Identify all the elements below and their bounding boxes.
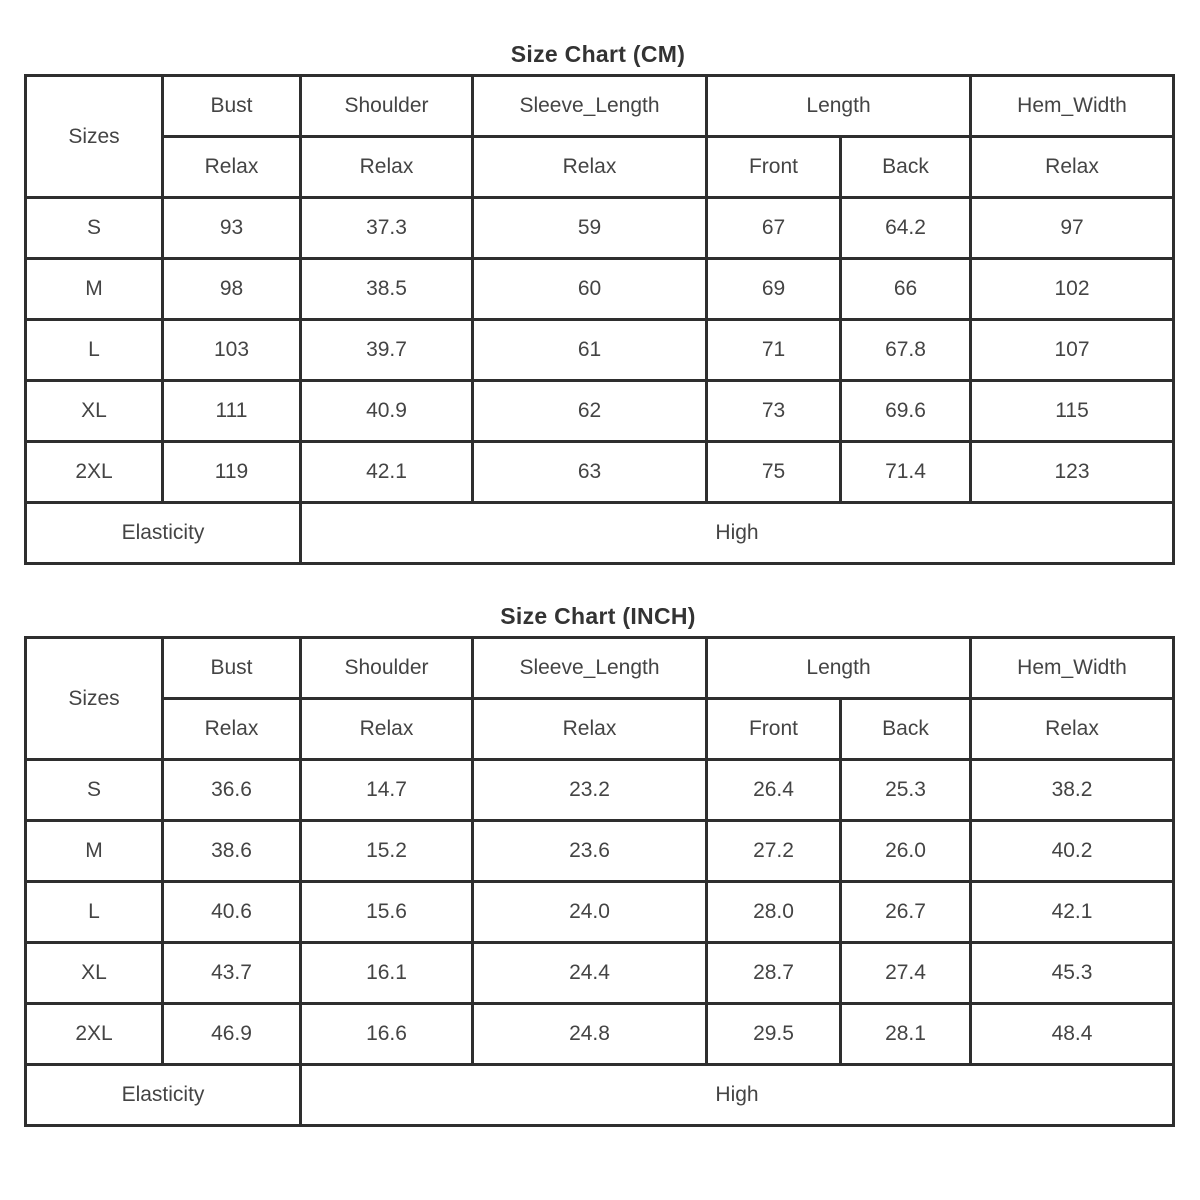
size-cell: L [26,320,163,381]
value-cell: 67 [707,198,841,259]
subheader-cell: Relax [971,699,1174,760]
value-cell: 123 [971,442,1174,503]
value-cell: 45.3 [971,943,1174,1004]
value-cell: 38.6 [163,821,301,882]
value-cell: 48.4 [971,1004,1174,1065]
value-cell: 26.0 [841,821,971,882]
header-sleeve-length: Sleeve_Length [473,76,707,137]
table-row [26,821,1174,882]
value-cell: 26.7 [841,882,971,943]
value-cell: 46.9 [163,1004,301,1065]
value-cell: 38.2 [971,760,1174,821]
value-cell: 28.7 [707,943,841,1004]
subheader-cell: Relax [473,699,707,760]
table-row [26,198,1174,259]
size-chart-cm [24,34,1172,565]
table-row [26,442,1174,503]
size-cell: M [26,259,163,320]
value-cell: 28.0 [707,882,841,943]
table-row [26,882,1174,943]
value-cell: 59 [473,198,707,259]
value-cell: 25.3 [841,760,971,821]
value-cell: 119 [163,442,301,503]
subheader-cell: Relax [301,699,473,760]
value-cell: 73 [707,381,841,442]
subheader-cell: Relax [163,699,301,760]
value-cell: 24.4 [473,943,707,1004]
subheader-cell: Relax [163,137,301,198]
value-cell: 42.1 [301,442,473,503]
value-cell: 27.4 [841,943,971,1004]
size-table [24,74,1175,565]
header-sizes: Sizes [26,638,163,760]
header-length: Length [707,638,971,699]
subheader-row [26,137,1174,198]
value-cell: 40.6 [163,882,301,943]
value-cell: 42.1 [971,882,1174,943]
table-row [26,1004,1174,1065]
header-bust: Bust [163,76,301,137]
value-cell: 71 [707,320,841,381]
elasticity-value: High [301,503,1174,564]
header-hem-width: Hem_Width [971,638,1174,699]
value-cell: 102 [971,259,1174,320]
value-cell: 38.5 [301,259,473,320]
value-cell: 39.7 [301,320,473,381]
value-cell: 103 [163,320,301,381]
size-chart-inch [24,596,1172,1127]
size-table [24,636,1175,1127]
elasticity-row [26,503,1174,564]
header-row [26,76,1174,137]
header-shoulder: Shoulder [301,76,473,137]
value-cell: 16.1 [301,943,473,1004]
header-sizes: Sizes [26,76,163,198]
header-row [26,638,1174,699]
value-cell: 98 [163,259,301,320]
value-cell: 40.2 [971,821,1174,882]
header-sleeve-length: Sleeve_Length [473,638,707,699]
value-cell: 64.2 [841,198,971,259]
table-row [26,381,1174,442]
value-cell: 107 [971,320,1174,381]
subheader-cell: Front [707,137,841,198]
table-row [26,943,1174,1004]
value-cell: 40.9 [301,381,473,442]
value-cell: 37.3 [301,198,473,259]
value-cell: 28.1 [841,1004,971,1065]
value-cell: 69.6 [841,381,971,442]
value-cell: 62 [473,381,707,442]
subheader-cell: Back [841,137,971,198]
value-cell: 111 [163,381,301,442]
value-cell: 115 [971,381,1174,442]
value-cell: 23.2 [473,760,707,821]
value-cell: 36.6 [163,760,301,821]
elasticity-label: Elasticity [26,1065,301,1126]
elasticity-value: High [301,1065,1174,1126]
value-cell: 15.6 [301,882,473,943]
header-hem-width: Hem_Width [971,76,1174,137]
value-cell: 97 [971,198,1174,259]
chart-title: Size Chart (CM) [510,41,686,67]
size-cell: S [26,198,163,259]
value-cell: 60 [473,259,707,320]
value-cell: 15.2 [301,821,473,882]
value-cell: 24.0 [473,882,707,943]
size-cell: 2XL [26,442,163,503]
value-cell: 63 [473,442,707,503]
size-cell: XL [26,381,163,442]
header-length: Length [707,76,971,137]
subheader-cell: Back [841,699,971,760]
size-cell: XL [26,943,163,1004]
value-cell: 27.2 [707,821,841,882]
subheader-cell: Relax [301,137,473,198]
value-cell: 29.5 [707,1004,841,1065]
elasticity-label: Elasticity [26,503,301,564]
value-cell: 61 [473,320,707,381]
value-cell: 24.8 [473,1004,707,1065]
subheader-cell: Relax [971,137,1174,198]
value-cell: 66 [841,259,971,320]
size-cell: M [26,821,163,882]
value-cell: 75 [707,442,841,503]
value-cell: 14.7 [301,760,473,821]
value-cell: 43.7 [163,943,301,1004]
subheader-cell: Front [707,699,841,760]
table-row [26,760,1174,821]
value-cell: 26.4 [707,760,841,821]
size-cell: 2XL [26,1004,163,1065]
value-cell: 71.4 [841,442,971,503]
table-row [26,259,1174,320]
header-shoulder: Shoulder [301,638,473,699]
value-cell: 69 [707,259,841,320]
value-cell: 93 [163,198,301,259]
size-cell: S [26,760,163,821]
value-cell: 23.6 [473,821,707,882]
subheader-row [26,699,1174,760]
header-bust: Bust [163,638,301,699]
chart-title: Size Chart (INCH) [500,603,696,629]
subheader-cell: Relax [473,137,707,198]
value-cell: 67.8 [841,320,971,381]
elasticity-row [26,1065,1174,1126]
value-cell: 16.6 [301,1004,473,1065]
size-cell: L [26,882,163,943]
table-row [26,320,1174,381]
